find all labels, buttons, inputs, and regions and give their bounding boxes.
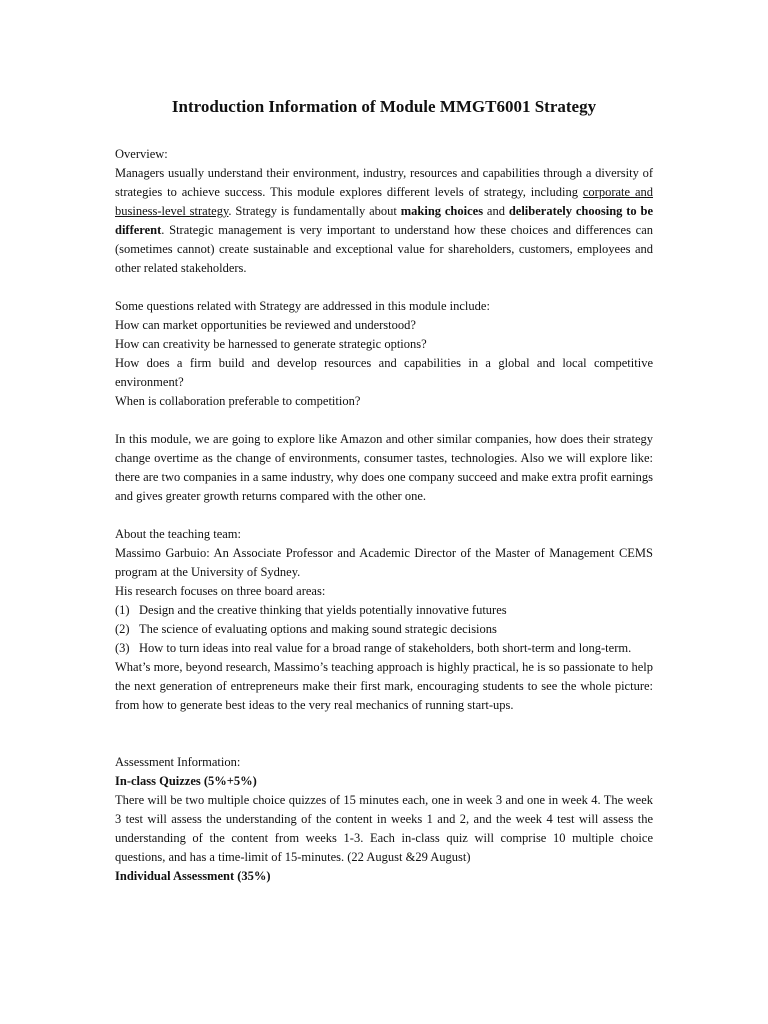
overview-text-2: . Strategy is fundamentally about bbox=[228, 204, 401, 218]
page-title: Introduction Information of Module MMGT6001 Strategy bbox=[171, 97, 597, 116]
question-3: How does a firm build and develop resources and capabilities in a global and local competitive environment? bbox=[115, 356, 653, 389]
spacer bbox=[115, 506, 653, 525]
overview-heading: Overview: bbox=[115, 147, 168, 161]
list-item-text: The science of evaluating options and making sound strategic decisions bbox=[139, 622, 497, 636]
list-item-text: Design and the creative thinking that yields potentially innovative futures bbox=[139, 603, 507, 617]
document-body bbox=[115, 145, 653, 886]
list-item bbox=[115, 639, 653, 658]
assessment-heading: Assessment Information: bbox=[115, 755, 241, 769]
team-heading: About the teaching team: bbox=[115, 527, 242, 541]
list-number: (3) bbox=[115, 641, 130, 655]
quiz-description: There will be two multiple choice quizzes of 15 minutes each, one in week 3 and one in week 4. The week 3 test will assess the understanding of the content in weeks 1 and 2, and the week 4 test will assess the understanding of the content from weeks 1-3. Each in-class quiz will comprise 10 multiple choice questions, and has a time-limit of 15-minutes. (22 August &29 August) bbox=[115, 793, 653, 864]
list-item bbox=[115, 601, 653, 620]
individual-assessment-title: Individual Assessment (35%) bbox=[115, 869, 271, 883]
research-areas-list bbox=[115, 601, 653, 658]
overview-text-4: . Strategic management is very important to understand how these choices and differences can (sometimes cannot) create sustainable and exceptional value for shareholders, customers, employees and other related stakeholders. bbox=[115, 223, 653, 275]
quiz-title: In-class Quizzes (5%+5%) bbox=[115, 774, 257, 788]
module-paragraph: In this module, we are going to explore like Amazon and other similar companies, how does their strategy change overtime as the change of environments, consumer tastes, technologies. Also we will explore like: there are two companies in a same industry, why does one company succeed and make extra profit earnings and gives greater growth returns compared with the other one. bbox=[115, 432, 653, 503]
overview-bold-text-1: making choices bbox=[400, 204, 484, 218]
overview-bold-text-2: deliberately choosing to be different bbox=[115, 204, 653, 237]
spacer bbox=[115, 715, 653, 753]
list-number: (1) bbox=[115, 603, 130, 617]
question-2: How can creativity be harnessed to generate strategic options? bbox=[115, 337, 427, 351]
list-item-text: How to turn ideas into real value for a broad range of stakeholders, both short-term and long-term. bbox=[139, 641, 632, 655]
research-focus: His research focuses on three board areas: bbox=[115, 584, 326, 598]
teaching-approach: What’s more, beyond research, Massimo’s teaching approach is highly practical, he is so passionate to help the next generation of entrepreneurs make their first mark, encouraging students to see the whole picture: from how to generate best ideas to the very real mechanics of running start-ups. bbox=[115, 660, 653, 712]
spacer bbox=[115, 411, 653, 430]
overview-underlined-text: corporate and business-level strategy bbox=[115, 185, 654, 218]
team-bio: Massimo Garbuio: An Associate Professor and Academic Director of the Master of Management CEMS program at the University of Sydney. bbox=[115, 546, 653, 579]
list-item bbox=[115, 620, 653, 639]
list-number: (2) bbox=[115, 622, 130, 636]
spacer bbox=[115, 278, 653, 297]
overview-paragraph bbox=[115, 164, 653, 278]
overview-text-1: Managers usually understand their environment, industry, resources and capabilities through a diversity of strategies to achieve success. This module explores different levels of strategy, including bbox=[115, 166, 653, 199]
overview-text-3: and bbox=[483, 204, 509, 218]
questions-intro: Some questions related with Strategy are addressed in this module include: bbox=[115, 299, 490, 313]
question-4: When is collaboration preferable to competition? bbox=[115, 394, 361, 408]
question-1: How can market opportunities be reviewed and understood? bbox=[115, 318, 416, 332]
